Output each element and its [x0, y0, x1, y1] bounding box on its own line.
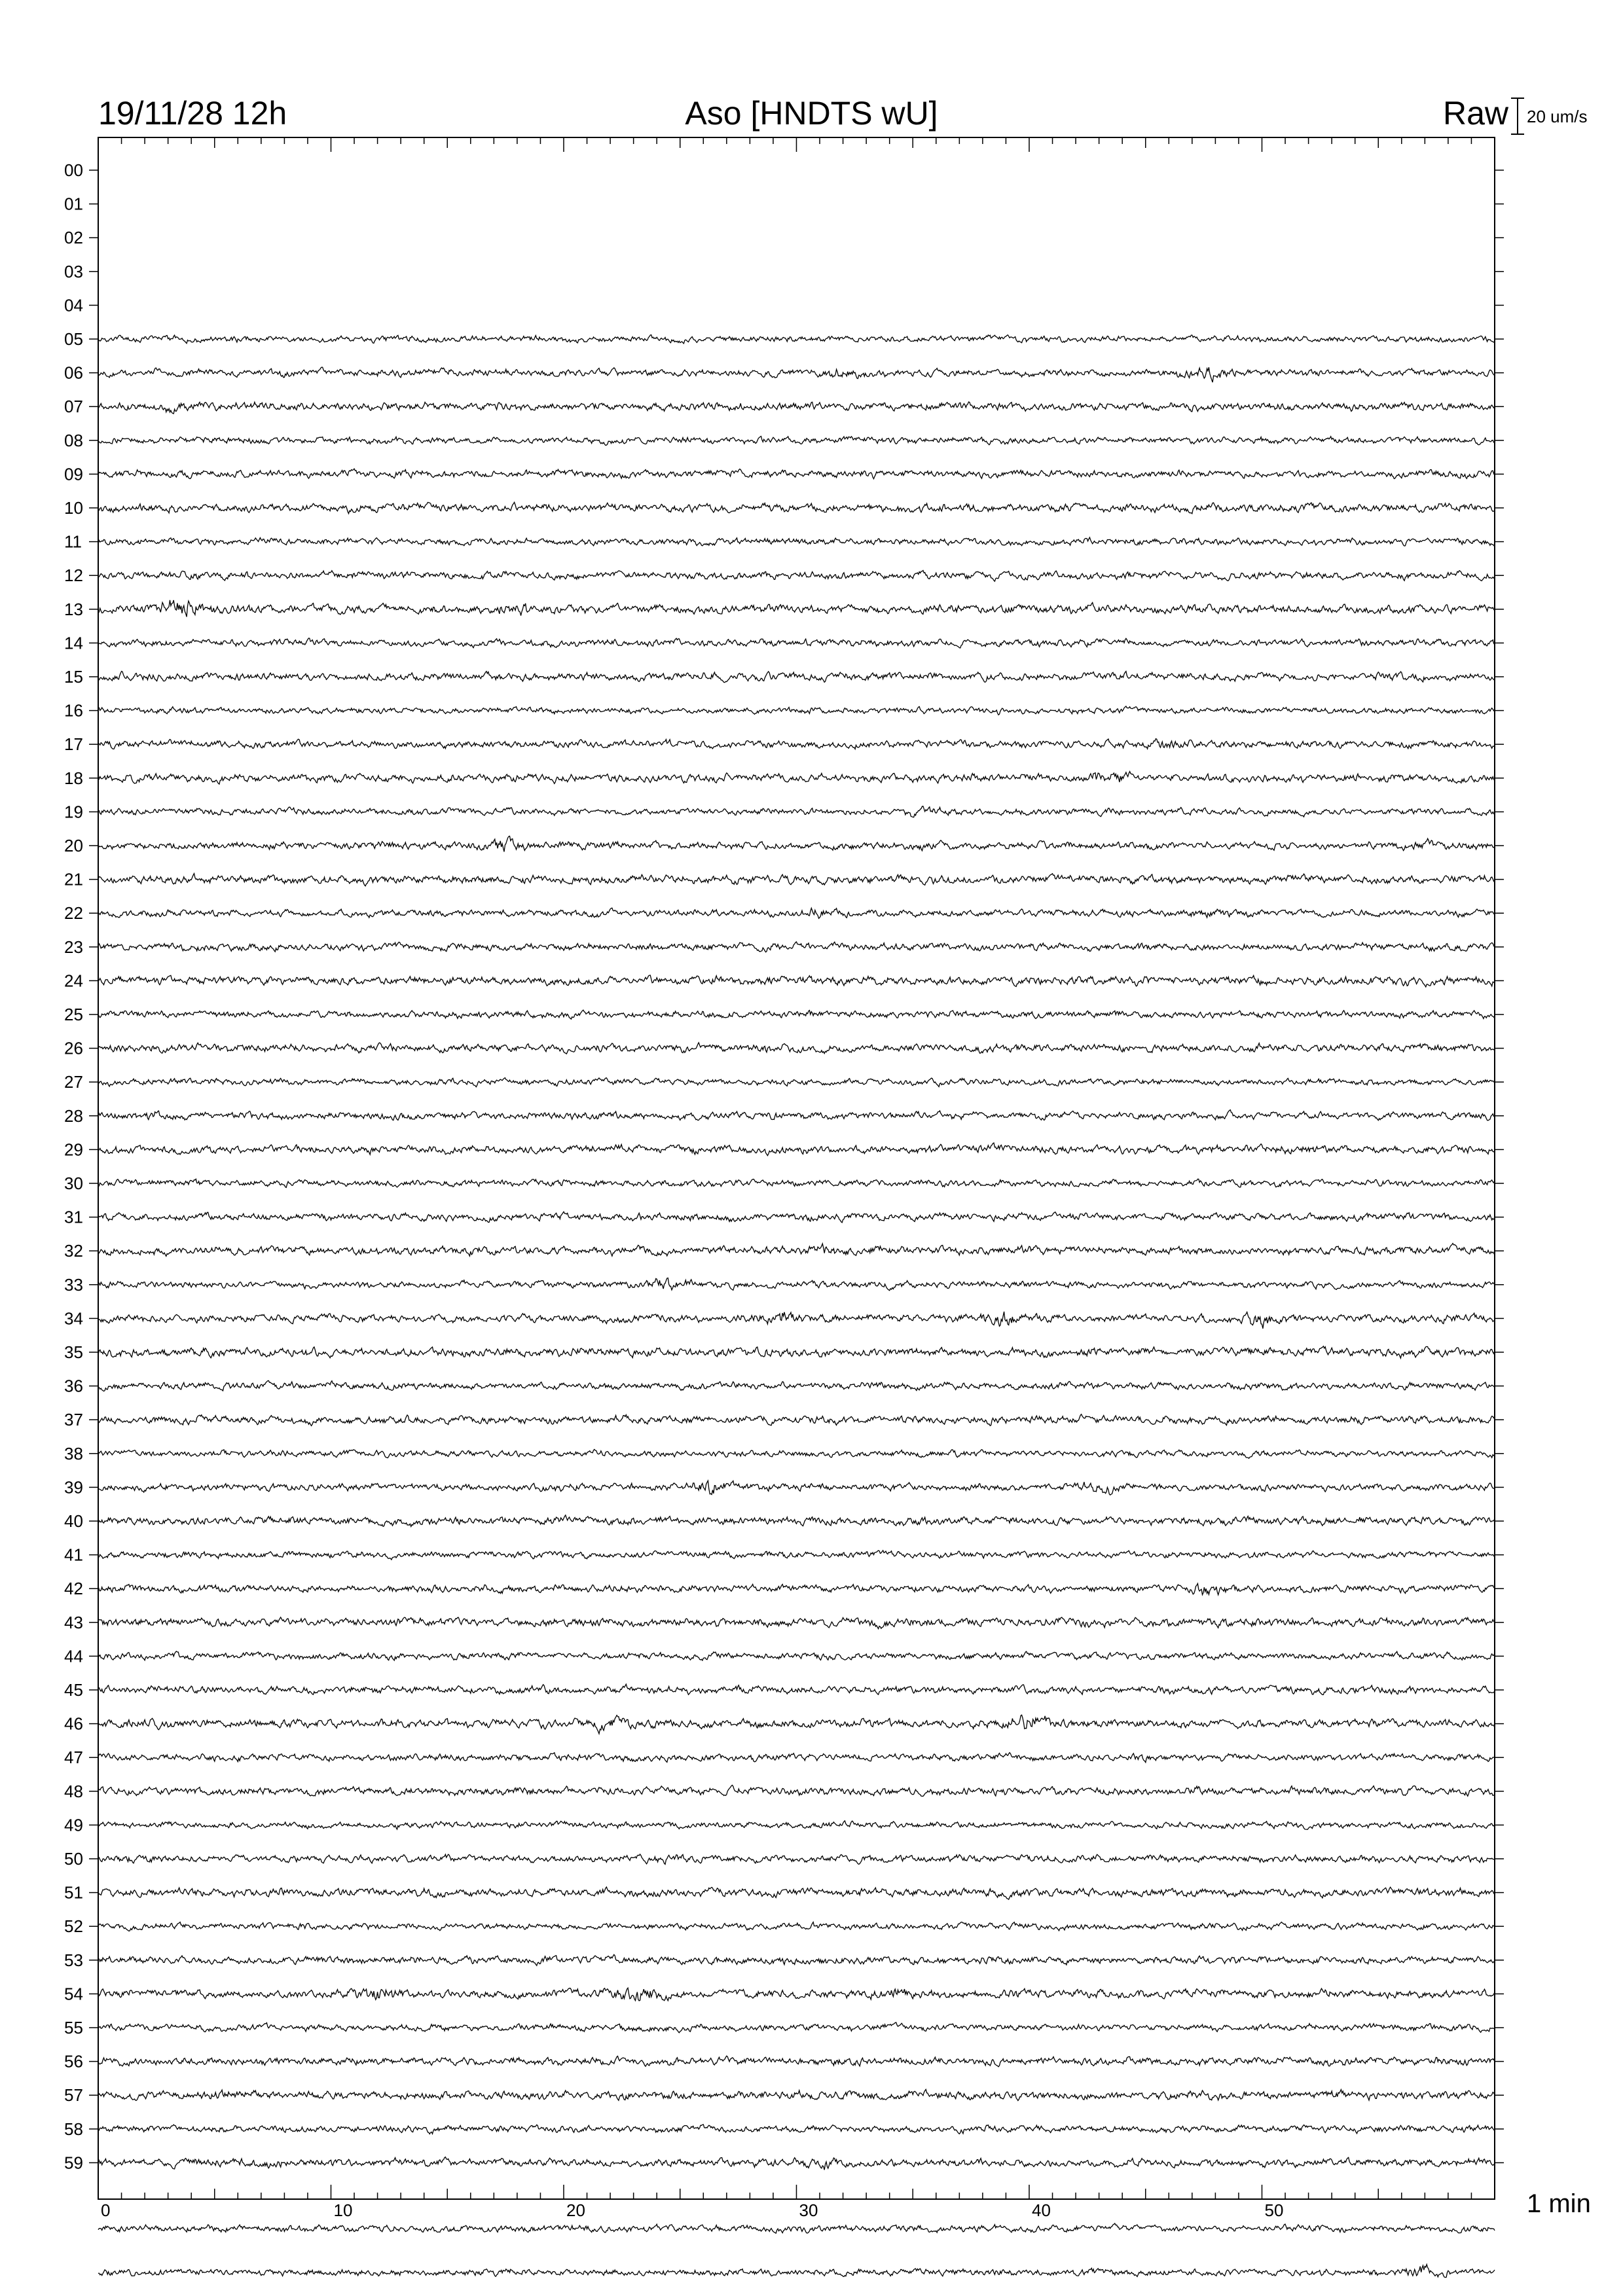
- trace-row-15: [98, 672, 1495, 683]
- trace-extra: [98, 2223, 1495, 2233]
- row-label: 30: [64, 1174, 83, 1193]
- trace-row-14: [98, 638, 1495, 648]
- scale-label: 20 um/s: [1527, 107, 1588, 126]
- trace-row-36: [98, 1380, 1495, 1391]
- trace-row-26: [98, 1043, 1495, 1054]
- row-label: 37: [64, 1410, 83, 1430]
- trace-row-38: [98, 1450, 1495, 1459]
- row-label: 06: [64, 363, 83, 383]
- row-label: 29: [64, 1139, 83, 1160]
- trace-row-49: [98, 1821, 1495, 1829]
- trace-row-43: [98, 1617, 1495, 1629]
- row-label: 23: [64, 937, 83, 957]
- row-label: 02: [64, 228, 83, 248]
- trace-row-07: [98, 402, 1495, 414]
- trace-row-19: [98, 806, 1495, 817]
- trace-row-16: [98, 706, 1495, 715]
- trace-row-42: [98, 1584, 1495, 1595]
- row-label: 14: [64, 633, 83, 653]
- row-label: 51: [64, 1882, 83, 1903]
- row-label: 43: [64, 1612, 83, 1632]
- trace-row-31: [98, 1211, 1495, 1223]
- trace-row-45: [98, 1684, 1495, 1695]
- trace-row-13: [98, 600, 1495, 617]
- row-label: 09: [64, 464, 83, 484]
- row-label: 19: [64, 802, 83, 822]
- trace-row-55: [98, 2022, 1495, 2033]
- row-label: 28: [64, 1105, 83, 1126]
- row-labels: [64, 160, 1504, 2172]
- row-label: 47: [64, 1748, 83, 1768]
- x-tick-label: 20: [566, 2200, 585, 2220]
- trace-row-21: [98, 874, 1495, 886]
- row-label: 44: [64, 1646, 83, 1666]
- row-label: 58: [64, 2119, 83, 2139]
- row-label: 24: [64, 971, 83, 991]
- trace-row-11: [98, 537, 1495, 547]
- row-label: 59: [64, 2153, 83, 2173]
- x-tick-label: 40: [1032, 2200, 1051, 2220]
- trace-row-52: [98, 1922, 1495, 1931]
- trace-row-10: [98, 502, 1495, 513]
- station-title: Aso [HNDTS wU]: [685, 95, 938, 132]
- trace-row-35: [98, 1346, 1495, 1358]
- trace-row-24: [98, 975, 1495, 987]
- trace-row-06: [98, 367, 1495, 382]
- date-hour-label: 19/11/28 12h: [98, 95, 287, 132]
- trace-row-20: [98, 836, 1495, 852]
- row-label: 16: [64, 700, 83, 721]
- x-unit-label: 1 min: [1527, 2189, 1591, 2218]
- row-label: 42: [64, 1579, 83, 1599]
- row-label: 57: [64, 2085, 83, 2106]
- row-label: 35: [64, 1342, 83, 1362]
- trace-row-41: [98, 1551, 1495, 1560]
- trace-row-29: [98, 1143, 1495, 1155]
- trace-extra: [98, 2265, 1495, 2278]
- trace-row-32: [98, 1244, 1495, 1257]
- row-label: 53: [64, 1950, 83, 1970]
- row-label: 17: [64, 734, 83, 755]
- trace-row-23: [98, 942, 1495, 952]
- row-label: 39: [64, 1477, 83, 1498]
- row-label: 26: [64, 1038, 83, 1058]
- trace-row-33: [98, 1278, 1495, 1291]
- trace-row-08: [98, 437, 1495, 446]
- trace-row-09: [98, 469, 1495, 478]
- row-label: 48: [64, 1781, 83, 1801]
- trace-row-40: [98, 1515, 1495, 1527]
- row-label: 04: [64, 295, 83, 315]
- x-tick-label: 50: [1264, 2200, 1284, 2220]
- trace-row-37: [98, 1414, 1495, 1426]
- row-label: 18: [64, 768, 83, 788]
- row-label: 05: [64, 329, 83, 349]
- trace-row-18: [98, 772, 1495, 784]
- row-label: 00: [64, 160, 83, 180]
- row-label: 34: [64, 1308, 83, 1329]
- row-label: 50: [64, 1849, 83, 1869]
- row-label: 56: [64, 2051, 83, 2072]
- trace-row-58: [98, 2125, 1495, 2134]
- row-label: 38: [64, 1443, 83, 1463]
- row-label: 03: [64, 261, 83, 281]
- row-label: 08: [64, 430, 83, 450]
- mode-label: Raw: [1442, 95, 1508, 132]
- row-label: 33: [64, 1274, 83, 1295]
- trace-row-30: [98, 1179, 1495, 1187]
- trace-row-50: [98, 1854, 1495, 1864]
- trace-row-47: [98, 1753, 1495, 1763]
- row-label: 25: [64, 1005, 83, 1024]
- trace-row-39: [98, 1480, 1495, 1495]
- row-label: 07: [64, 397, 83, 417]
- row-label: 36: [64, 1376, 83, 1396]
- row-label: 31: [64, 1207, 83, 1227]
- row-label: 49: [64, 1815, 83, 1835]
- row-label: 27: [64, 1072, 83, 1092]
- trace-row-44: [98, 1651, 1495, 1660]
- trace-row-59: [98, 2157, 1495, 2170]
- row-label: 11: [64, 531, 82, 552]
- trace-row-34: [98, 1312, 1495, 1329]
- row-label: 54: [64, 1984, 83, 2004]
- row-label: 46: [64, 1713, 83, 1734]
- row-label: 32: [64, 1241, 83, 1261]
- row-label: 40: [64, 1511, 83, 1531]
- trace-row-22: [98, 908, 1495, 918]
- row-label: 20: [64, 836, 83, 855]
- trace-row-46: [98, 1715, 1495, 1734]
- row-label: 13: [64, 599, 83, 619]
- trace-row-28: [98, 1110, 1495, 1121]
- trace-row-51: [98, 1887, 1495, 1899]
- row-label: 12: [64, 565, 83, 586]
- row-label: 55: [64, 2018, 83, 2037]
- row-label: 52: [64, 1916, 83, 1937]
- row-label: 15: [64, 667, 83, 687]
- trace-row-05: [98, 335, 1495, 344]
- trace-row-57: [98, 2089, 1495, 2100]
- trace-row-53: [98, 1954, 1495, 1965]
- trace-row-25: [98, 1010, 1495, 1019]
- trace-row-27: [98, 1078, 1495, 1087]
- trace-row-17: [98, 739, 1495, 749]
- trace-row-56: [98, 2056, 1495, 2067]
- x-tick-label: 30: [799, 2200, 818, 2220]
- trace-row-54: [98, 1988, 1495, 2001]
- x-tick-label: 0: [101, 2200, 111, 2220]
- tick-marks: [98, 137, 1495, 2220]
- row-label: 45: [64, 1680, 83, 1700]
- row-label: 21: [64, 869, 83, 889]
- trace-row-12: [98, 571, 1495, 582]
- row-label: 22: [64, 903, 83, 924]
- row-label: 41: [64, 1545, 83, 1565]
- row-label: 10: [64, 498, 83, 518]
- trace-row-48: [98, 1785, 1495, 1797]
- row-label: 01: [64, 194, 83, 214]
- seismic-traces: [98, 335, 1495, 2278]
- x-tick-label: 10: [333, 2200, 353, 2220]
